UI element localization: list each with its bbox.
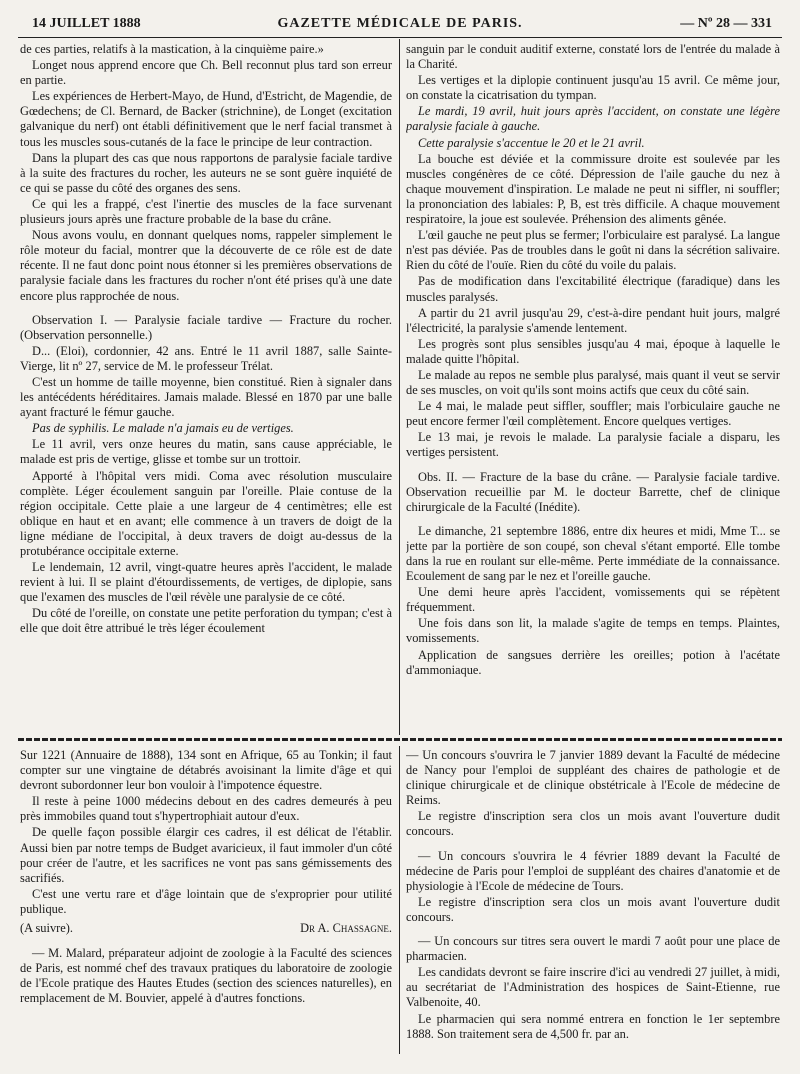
article-paragraph: Le pharmacien qui sera nommé entrera en fonction le 1er septembre 1888. Son traitement sera de 4,500 fr. par an. xyxy=(406,1011,780,1041)
article-paragraph: Une fois dans son lit, la malade s'agite de temps en temps. Plaintes, vomissements. xyxy=(406,616,780,646)
article-paragraph: Les expériences de Herbert-Mayo, de Hund, d'Estricht, de Magendie, de Gœdechens; de Cl. Bernard, de Backer (strichnine), de Longet (excitation galvanique du nerf) ont établi définitivement que le nerf facial transmet à tous les muscles sous-cutanés de la face le principe de leur contraction. xyxy=(20,89,392,149)
top-column-divider xyxy=(399,39,400,735)
article-paragraph: L'œil gauche ne peut plus se fermer; l'orbiculaire est paralysé. La langue n'est pas déviée. Pas de troubles dans le goût ni dans la sécrétion salivaire. Rien du côté de l'ouïe. Rien du côté du voile du palais. xyxy=(406,228,780,273)
article-paragraph: Les vertiges et la diplopie continuent jusqu'au 15 avril. Ce même jour, on constate la cicatrisation du tympan. xyxy=(406,73,780,103)
article-paragraph: Nous avons voulu, en donnant quelques noms, rappeler simplement le rôle moteur du facial, montrer que la découverte de ce rôle est de date récente. Il ne faut donc point nous étonner si les premières observations de paralysie faciale dans les fractures du rocher n'ont été prises qu'à une date encore plus rapprochée de nous. xyxy=(20,228,392,303)
author-signature: Dr A. Chassagne. xyxy=(300,921,392,936)
article-paragraph: Le registre d'inscription sera clos un mois avant l'ouverture dudit concours. xyxy=(406,809,780,839)
top-right-column xyxy=(406,42,780,736)
paragraph-gap xyxy=(406,516,780,524)
issue-date: 14 JUILLET 1888 xyxy=(32,16,141,31)
article-paragraph: Le malade au repos ne semble plus paralysé, mais quant il veut se servir de ses muscles, on voit qu'ils sont moins actifs que ceux du côté sain. xyxy=(406,367,780,398)
to-be-continued-label: (A suivre). xyxy=(20,921,73,936)
article-paragraph: Les progrès sont plus sensibles jusqu'au 4 mai, époque à laquelle le malade quitte l'hôpital. xyxy=(406,336,780,366)
page-header xyxy=(18,14,782,36)
issue-page-number: — Nº 28 — 331 xyxy=(680,16,772,31)
article-paragraph: Pas de modification dans l'excitabilité électrique (faradique) dans les muscles paralysés. xyxy=(406,274,780,304)
article-paragraph: Ce qui les a frappé, c'est l'inertie des muscles de la face survenant plusieurs jours après une fracture probable de la base du crâne. xyxy=(20,196,392,227)
article-paragraph: Longet nous apprend encore que Ch. Bell reconnut plus tard son erreur en partie. xyxy=(20,58,392,88)
paragraph-gap xyxy=(20,305,392,313)
article-paragraph: Le mardi, 19 avril, huit jours après l'accident, on constate une légère paralysie faciale à gauche. xyxy=(406,104,780,134)
article-paragraph: — Un concours s'ouvrira le 7 janvier 1889 devant la Faculté de médecine de Nancy pour l'emploi de suppléant des chaires de pathologie et de clinique chirurgicale et de clinique obstétricale à l'Ecole de médecine de Reims. xyxy=(406,748,780,808)
paragraph-gap xyxy=(406,841,780,849)
article-paragraph: Cette paralysie s'accentue le 20 et le 21 avril. xyxy=(418,135,645,150)
bottom-column-divider xyxy=(399,746,400,1054)
article-paragraph: — Un concours s'ouvrira le 4 février 1889 devant la Faculté de médecine de Paris pour l'emploi de suppléant des chaires d'anatomie et de physiologie à l'Ecole de médecine de Tours. xyxy=(406,848,780,893)
article-paragraph: Pas de syphilis. Le malade n'a jamais eu de vertiges. xyxy=(32,421,294,436)
article-paragraph: Le 11 avril, vers onze heures du matin, sans cause appréciable, le malade est pris de vertige, glisse et tombe sur un trottoir. xyxy=(20,437,392,467)
article-paragraph: D... (Eloi), cordonnier, 42 ans. Entré le 11 avril 1887, salle Sainte-Vierge, lit nº 27, service de M. le professeur Trélat. xyxy=(20,343,392,373)
paragraph-gap xyxy=(406,462,780,470)
article-paragraph: Le 13 mai, je revois le malade. La paralysie faciale a disparu, les vertiges persistent. xyxy=(406,430,780,460)
article-paragraph: Une demi heure après l'accident, vomissements qui se répètent fréquemment. xyxy=(406,585,780,615)
news-item: — M. Malard, préparateur adjoint de zoologie à la Faculté des sciences de Paris, est nommé chef des travaux pratiques du laboratoire de zoologie de l'Ecole pratique des Hautes Etudes (section des sciences naturelles), en remplacement de M. Bouvier, appelé à d'autres fonctions. xyxy=(20,946,392,1006)
article-paragraph: sanguin par le conduit auditif externe, constaté lors de l'entrée du malade à la Charité. xyxy=(406,42,780,72)
article-paragraph: Il reste à peine 1000 médecins debout en des cadres demeurés à peu près immobiles quand tout s'hypertrophiait autour d'eux. xyxy=(20,794,392,824)
bottom-left-column xyxy=(20,748,392,1058)
paragraph-gap xyxy=(406,926,780,934)
article-paragraph: C'est une vertu rare et d'âge lointain que de s'exproprier pour utilité publique. xyxy=(20,886,392,916)
article-paragraph: Du côté de l'oreille, on constate une petite perforation du tympan; c'est à elle que doit être attribué le très léger écoulement xyxy=(20,606,392,636)
journal-title: GAZETTE MÉDICALE DE PARIS. xyxy=(277,16,523,31)
article-paragraph: — Un concours sur titres sera ouvert le mardi 7 août pour une place de pharmacien. xyxy=(406,934,780,964)
header-rule xyxy=(18,37,782,38)
article-paragraph: Les candidats devront se faire inscrire d'ici au vendredi 27 juillet, à midi, au secrétariat de l'Administration des hospices de Saint-Etienne, rue Valbenoite, 40. xyxy=(406,965,780,1010)
article-paragraph: Application de sangsues derrière les oreilles; potion à l'acétate d'ammoniaque. xyxy=(406,647,780,677)
article-paragraph: Dans la plupart des cas que nous rapportons de paralysie faciale tardive à la suite des fractures du rocher, les auteurs ne se sont guère inquiété de ce qui se passe du côté des organes des sens. xyxy=(20,150,392,195)
article-signature xyxy=(20,921,392,936)
article-paragraph: Le registre d'inscription sera clos un mois avant l'ouverture dudit concours. xyxy=(406,894,780,924)
article-paragraph: Apporté à l'hôpital vers midi. Coma avec résolution musculaire complète. Léger écoulement sanguin par l'oreille. Plaie contuse de la région occipitale. Cette plaie a une largeur de 4 centimètres; elle est oblique en haut et en avant; elle commence à un travers de doigt de la ligne médiane de l'occipital, à deux travers de doigt au-dessus de la protubérance occipitale externe. xyxy=(20,468,392,558)
top-left-column xyxy=(20,42,392,736)
article-paragraph: Obs. II. — Fracture de la base du crâne. — Paralysie faciale tardive. Observation recueillie par M. le docteur Barrette, chef de clinique chirurgicale de la Faculté (Inédite). xyxy=(406,469,780,514)
article-paragraph: A partir du 21 avril jusqu'au 29, c'est-à-dire pendant huit jours, malgré l'électricité, la paralysie s'amende lentement. xyxy=(406,305,780,335)
article-paragraph: Le lendemain, 12 avril, vingt-quatre heures après l'accident, le malade revient à lui. Il se plaint d'étourdissements, de vertiges, de diplopie, sans que l'examen des muscles de l'œil révèle une paralysie de ce côté. xyxy=(20,560,392,605)
article-paragraph: Le dimanche, 21 septembre 1886, entre dix heures et midi, Mme T... se jette par la portière de son coupé, son cheval s'étant emporté. Elle tombe dans la rue en roulant sur elle-même. Perte immédiate de la connaissance. Ecoulement de sang par le nez et l'oreille gauche. xyxy=(406,523,780,584)
bottom-right-column xyxy=(406,748,780,1058)
article-paragraph: Le 4 mai, le malade peut siffler, souffler; mais l'orbiculaire gauche ne peut encore fermer l'œil complètement. Encore quelques vertiges. xyxy=(406,399,780,429)
article-paragraph: De quelle façon possible élargir ces cadres, il est délicat de l'établir. Aussi bien par notre temps de Budget avaricieux, il faut immoler d'un côté pour créer de l'autre, et les sacrifices ne vont pas sans gémissements des sacrifiés. xyxy=(20,825,392,885)
article-paragraph: Observation I. — Paralysie faciale tardive — Fracture du rocher. (Observation personnelle.) xyxy=(20,312,392,342)
article-paragraph: de ces parties, relatifs à la mastication, à la cinquième paire.» xyxy=(20,42,324,56)
article-paragraph: La bouche est déviée et la commissure droite est soulevée par les muscles congénères de ce côté. Dépression de l'aile gauche du nez à chaque mouvement d'inspiration. Le malade ne peut ni siffler, ni souffler; la prononciation des labiales: P, B, est très difficile. A chaque mouvement respiratoire, la joue est soulevée. Préhension des aliments gênée. xyxy=(406,151,780,227)
section-divider-rule xyxy=(18,738,782,741)
article-paragraph: Sur 1221 (Annuaire de 1888), 134 sont en Afrique, 65 au Tonkin; il faut compter sur une vingtaine de détabrés avoisinant la limite d'âge et qui devront subordonner leur bon vouloir à l'impotence équestre. xyxy=(20,748,392,793)
article-paragraph: C'est un homme de taille moyenne, bien constitué. Rien à signaler dans les antécédents héréditaires. Jamais malade. Blessé en 1870 par une balle ayant fracturé le fémur gauche. xyxy=(20,374,392,420)
